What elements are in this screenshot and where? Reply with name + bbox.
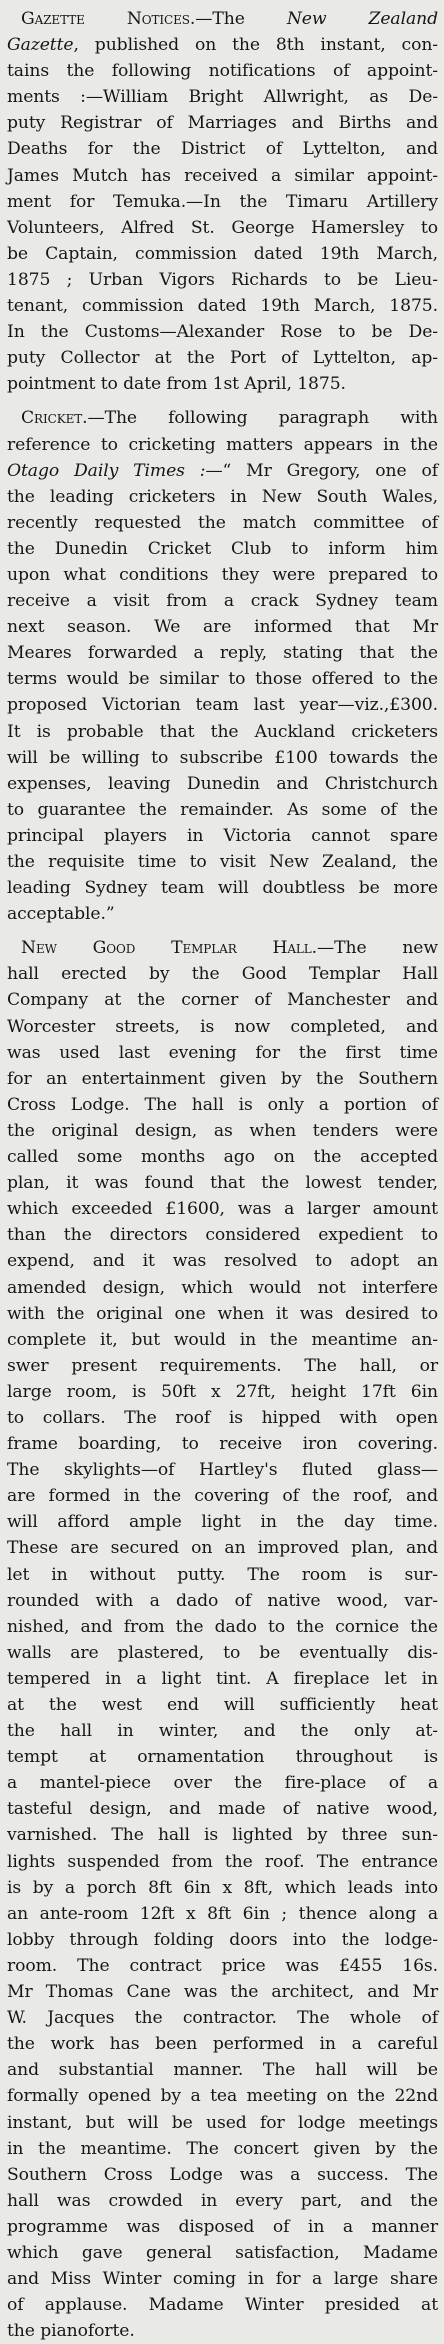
text-segment: at the west end will sufficiently heat <box>7 1695 438 1715</box>
text-line <box>7 1796 438 1822</box>
text-line <box>7 58 438 84</box>
text-segment: rounded with a dado of native wood, var- <box>7 1590 438 1611</box>
text-segment: 1875 ; Urban Vigors Richards to be Lieu- <box>7 269 438 290</box>
text-line <box>7 2136 438 2162</box>
paragraph-gap <box>7 927 438 935</box>
text-line <box>7 1875 438 1901</box>
text-line <box>7 1118 438 1144</box>
text-line <box>7 2083 438 2109</box>
text-line <box>7 2318 438 2344</box>
text-segment: recently requested the match committee of <box>7 512 438 533</box>
text-segment: amended design, which would not interfere <box>7 1277 438 1298</box>
text-segment: called some months ago on the accepted <box>7 1147 438 1168</box>
text-line <box>7 719 438 745</box>
text-segment: acceptable.” <box>7 904 115 925</box>
text-segment: the requisite time to visit New Zealand, the <box>7 852 438 872</box>
text-line <box>7 1066 438 1092</box>
text-segment: the original design, as when tenders were <box>7 1120 438 1141</box>
article-heading: New Good Templar Hall. <box>21 938 318 959</box>
text-segment: The skylights—of Hartley's fluted glass— <box>7 1460 438 1481</box>
text-line <box>7 1953 438 1979</box>
text-segment: than the directors considered expedient to <box>7 1225 438 1246</box>
text-line <box>7 1901 438 1927</box>
text-line <box>7 1144 438 1170</box>
text-line <box>7 562 438 588</box>
text-segment: to guarantee the remainder. As some of the <box>7 799 438 820</box>
text-segment: in the meantime. The concert given by the <box>7 2138 438 2159</box>
text-line <box>7 293 438 319</box>
text-line <box>7 771 438 797</box>
text-segment: which gave general satisfaction, Madame <box>7 2242 438 2263</box>
text-segment: tasteful design, and made of native wood, <box>7 1799 438 1820</box>
text-line <box>7 2266 438 2292</box>
text-segment: will afford ample light in the day time. <box>7 1512 438 1533</box>
text-segment: hall erected by the Good Templar Hall <box>7 964 438 985</box>
text-line <box>7 1927 438 1953</box>
text-line <box>7 2057 438 2083</box>
text-segment: frame boarding, to receive iron covering. <box>7 1434 438 1455</box>
text-segment: with the original one when it was desired to <box>7 1303 438 1324</box>
text-segment: expend, and it was resolved to adopt an <box>7 1251 438 1272</box>
text-segment: are formed in the covering of the roof, and <box>7 1486 438 1507</box>
text-line <box>7 1014 438 1040</box>
text-segment: James Mutch has received a similar appoint- <box>7 165 438 186</box>
text-segment: lobby through folding doors into the lodge- <box>7 1929 438 1950</box>
text-line <box>7 640 438 666</box>
text-segment: ment for Temuka.—In the Timaru Artillery <box>7 191 438 212</box>
text-line <box>7 32 438 58</box>
text-line <box>7 2292 438 2318</box>
text-line <box>7 1092 438 1118</box>
text-segment: walls are plastered, to be eventually dis- <box>7 1642 438 1663</box>
text-segment: plan, it was found that the lowest tender, <box>7 1173 438 1194</box>
text-segment: the work has been performed in a careful <box>7 2034 438 2055</box>
text-segment: and substantial manner. The hall will be <box>7 2060 438 2081</box>
text-line <box>7 875 438 901</box>
text-segment: upon what conditions they were prepared to <box>7 564 438 585</box>
text-segment: puty Collector at the Port of Lyttelton, ap- <box>7 348 438 369</box>
text-line <box>7 84 438 110</box>
text-line <box>7 1431 438 1457</box>
text-segment: the Dunedin Cricket Club to inform him <box>7 538 438 559</box>
text-line <box>7 536 438 562</box>
text-segment: was used last evening for the first time <box>7 1042 438 1063</box>
text-line <box>7 1770 438 1796</box>
text-line <box>7 1822 438 1848</box>
text-line <box>7 745 438 771</box>
text-segment: hall was crowded in every part, and the <box>7 2190 438 2211</box>
text-line <box>7 1353 438 1379</box>
text-line <box>7 1692 438 1718</box>
article <box>7 935 438 2344</box>
text-line <box>7 189 438 215</box>
text-line <box>7 163 438 189</box>
text-line <box>7 692 438 718</box>
text-line <box>7 6 438 32</box>
text-segment: tenant, commission dated 19th March, 1875. <box>7 296 438 317</box>
text-segment: puty Registrar of Marriages and Births and <box>7 113 438 134</box>
text-segment: formally opened by a tea meeting on the 22nd <box>7 2086 438 2107</box>
text-segment: and Miss Winter coming in for a large share <box>7 2269 438 2290</box>
text-line <box>7 987 438 1013</box>
text-segment: ments :—William Bright Allwright, as De- <box>7 87 438 108</box>
text-segment: —The <box>195 9 287 29</box>
text-line <box>7 1040 438 1066</box>
text-line <box>7 1483 438 1509</box>
text-line <box>7 1640 438 1666</box>
text-line <box>7 935 438 961</box>
text-line <box>7 2005 438 2031</box>
text-line <box>7 1457 438 1483</box>
text-line <box>7 1744 438 1770</box>
text-line <box>7 614 438 640</box>
text-line <box>7 2240 438 2266</box>
text-segment: tempt at ornamentation throughout is <box>7 1747 438 1768</box>
text-segment: Company at the corner of Manchester and <box>7 990 438 1011</box>
text-line <box>7 1718 438 1744</box>
text-segment: leading Sydney team will doubtless be more <box>7 878 438 899</box>
text-segment: New Zealand <box>286 9 438 29</box>
text-segment: varnished. The hall is lighted by three sun- <box>7 1825 438 1846</box>
text-line <box>7 1275 438 1301</box>
text-line <box>7 136 438 162</box>
text-segment: programme was disposed of in a manner <box>7 2216 438 2237</box>
text-segment: for an entertainment given by the Southern <box>7 1068 438 1089</box>
text-line <box>7 458 438 484</box>
text-segment: room. The contract price was £455 16s. <box>7 1955 438 1976</box>
text-line <box>7 1666 438 1692</box>
text-segment: the leading cricketers in New South Wales, <box>7 486 438 507</box>
text-segment: Worcester streets, is now completed, and <box>7 1016 438 1037</box>
article <box>7 6 438 397</box>
text-line <box>7 1248 438 1274</box>
text-segment: Cross Lodge. The hall is only a portion of <box>7 1094 438 1115</box>
text-line <box>7 1509 438 1535</box>
text-segment: an ante-room 12ft x 8ft 6in ; thence along a <box>7 1903 438 1924</box>
text-line <box>7 961 438 987</box>
text-segment: pointment to date from 1st April, 1875. <box>7 374 346 395</box>
text-segment: , published on the 8th instant, con- <box>73 35 438 56</box>
text-line <box>7 2110 438 2136</box>
text-line <box>7 110 438 136</box>
text-segment: be Captain, commission dated 19th March, <box>7 243 438 264</box>
text-segment: which exceeded £1600, was a larger amount <box>7 1199 438 1220</box>
text-segment: proposed Victorian team last year—viz.,£300. <box>7 695 438 716</box>
text-segment: tains the following notifications of appoint- <box>7 61 438 82</box>
text-segment: swer present requirements. The hall, or <box>7 1355 438 1376</box>
text-line <box>7 1196 438 1222</box>
text-segment: receive a visit from a crack Sydney team <box>7 591 438 612</box>
text-segment: Gazette <box>7 35 74 56</box>
text-line <box>7 1588 438 1614</box>
text-line <box>7 666 438 692</box>
text-line <box>7 1614 438 1640</box>
text-segment: Southern Cross Lodge was a success. The <box>7 2164 438 2185</box>
text-segment: principal players in Victoria cannot spare <box>7 825 438 846</box>
text-segment: Meares forwarded a reply, stating that the <box>7 643 438 664</box>
text-line <box>7 1301 438 1327</box>
text-segment: —“ Mr Gregory, one of <box>205 460 438 481</box>
article-heading: Gazette Notices. <box>21 9 196 29</box>
text-segment: large room, is 50ft x 27ft, height 17ft 6in <box>7 1381 438 1402</box>
text-line <box>7 1979 438 2005</box>
text-segment: These are secured on an improved plan, and <box>7 1538 438 1559</box>
text-line <box>7 484 438 510</box>
text-segment: is by a porch 8ft 6in x 8ft, which leads into <box>7 1877 438 1898</box>
article-heading: Cricket. <box>21 408 88 429</box>
text-segment: will be willing to subscribe £100 towards the <box>7 747 438 768</box>
text-line <box>7 371 438 397</box>
text-line <box>7 2188 438 2214</box>
text-segment: to collars. The roof is hipped with open <box>7 1407 438 1428</box>
text-line <box>7 1849 438 1875</box>
text-segment: Mr Thomas Cane was the architect, and Mr <box>7 1982 438 2003</box>
text-segment: nished, and from the dado to the cornice the <box>7 1616 438 1637</box>
text-segment: Deaths for the District of Lyttelton, and <box>7 139 438 160</box>
text-line <box>7 1535 438 1561</box>
text-line <box>7 215 438 241</box>
text-line <box>7 1379 438 1405</box>
text-line <box>7 2031 438 2057</box>
text-line <box>7 510 438 536</box>
text-line <box>7 849 438 875</box>
text-segment: In the Customs—Alexander Rose to be De- <box>7 322 438 343</box>
text-line <box>7 1222 438 1248</box>
text-line <box>7 405 438 431</box>
text-line <box>7 241 438 267</box>
text-segment: expenses, leaving Dunedin and Christchurch <box>7 773 438 794</box>
text-line <box>7 432 438 458</box>
text-line <box>7 319 438 345</box>
text-segment: the hall in winter, and the only at- <box>7 1721 438 1742</box>
text-line <box>7 2214 438 2240</box>
text-line <box>7 1327 438 1353</box>
text-line <box>7 588 438 614</box>
text-segment: Otago Daily Times : <box>7 460 206 481</box>
text-segment: a mantel-piece over the fire-place of a <box>7 1773 438 1794</box>
text-segment: reference to cricketing matters appears in the <box>7 434 438 455</box>
text-line <box>7 823 438 849</box>
text-segment: lights suspended from the roof. The entrance <box>7 1851 438 1872</box>
articles-container <box>7 6 438 2344</box>
text-segment: W. Jacques the contractor. The whole of <box>7 2008 438 2029</box>
text-line <box>7 901 438 927</box>
text-segment: It is probable that the Auckland cricketers <box>7 721 438 742</box>
text-segment: complete it, but would in the meantime an- <box>7 1329 438 1350</box>
text-line <box>7 2162 438 2188</box>
text-line <box>7 345 438 371</box>
text-segment: the pianoforte. <box>7 2321 135 2342</box>
text-line <box>7 1170 438 1196</box>
article <box>7 405 438 927</box>
paragraph-gap <box>7 397 438 405</box>
text-segment: —The following paragraph with <box>87 408 438 429</box>
text-line <box>7 797 438 823</box>
text-segment: instant, but will be used for lodge meetings <box>7 2112 438 2133</box>
text-line <box>7 1405 438 1431</box>
text-segment: next season. We are informed that Mr <box>7 617 438 638</box>
text-line <box>7 1562 438 1588</box>
text-segment: tempered in a light tint. A fireplace let in <box>7 1668 438 1689</box>
text-segment: Volunteers, Alfred St. George Hamersley to <box>7 217 438 238</box>
text-segment: —The new <box>317 938 438 959</box>
text-segment: terms would be similar to those offered to the <box>7 669 438 690</box>
text-segment: of applause. Madame Winter presided at <box>7 2295 438 2316</box>
text-line <box>7 267 438 293</box>
text-segment: let in without putty. The room is sur- <box>7 1564 438 1585</box>
